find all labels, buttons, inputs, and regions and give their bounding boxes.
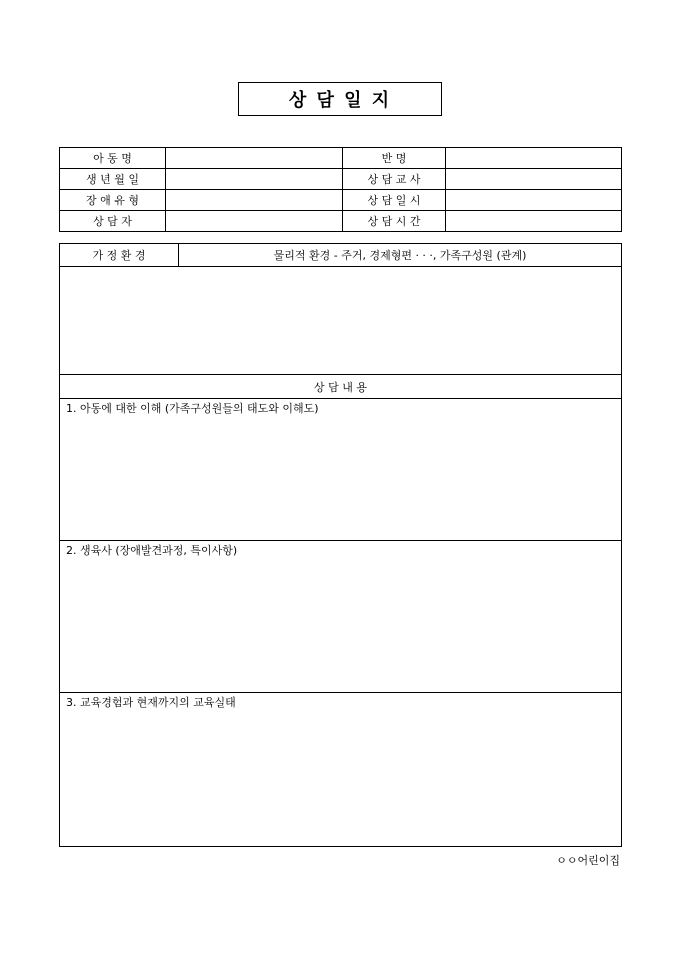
info-row [60,169,622,190]
counsel-time-label: 상 담 시 간 [343,211,446,232]
footer-institution: ㅇㅇ어린이집 [556,854,620,867]
family-env-description: 물리적 환경 - 주거, 경제형편 · · ·, 가족구성원 (관계) [179,244,622,267]
disability-type-field[interactable] [166,190,343,211]
disability-type-label: 장 애 유 형 [60,190,166,211]
counselee-field[interactable] [166,211,343,232]
page-title: 상 담 일 지 [238,82,442,116]
info-row [60,190,622,211]
section-title: 1. 아동에 대한 이해 (가족구성원들의 태도와 이해도) [66,402,319,415]
counsel-date-field[interactable] [446,190,622,211]
section-child-understanding[interactable] [60,399,622,541]
counsel-date-label: 상 담 일 시 [343,190,446,211]
section-title: 2. 생육사 (장애발견과정, 특이사항) [66,544,238,557]
birth-date-field[interactable] [166,169,343,190]
section-title: 3. 교육경험과 현재까지의 교육실태 [66,696,236,709]
counsel-teacher-label: 상 담 교 사 [343,169,446,190]
class-field[interactable] [446,148,622,169]
section-growth-history[interactable] [60,541,622,693]
info-table [59,147,622,232]
birth-date-label: 생 년 월 일 [60,169,166,190]
counselee-label: 상 담 자 [60,211,166,232]
counsel-time-field[interactable] [446,211,622,232]
child-name-label: 아 동 명 [60,148,166,169]
child-name-field[interactable] [166,148,343,169]
section-education-history[interactable] [60,693,622,847]
consult-content-header: 상 담 내 용 [60,375,622,399]
family-env-row [60,244,622,267]
consult-table [59,243,622,847]
info-row [60,148,622,169]
family-env-field[interactable] [60,267,622,375]
counsel-teacher-field[interactable] [446,169,622,190]
family-env-label: 가 정 환 경 [60,244,179,267]
class-label: 반 명 [343,148,446,169]
info-row [60,211,622,232]
